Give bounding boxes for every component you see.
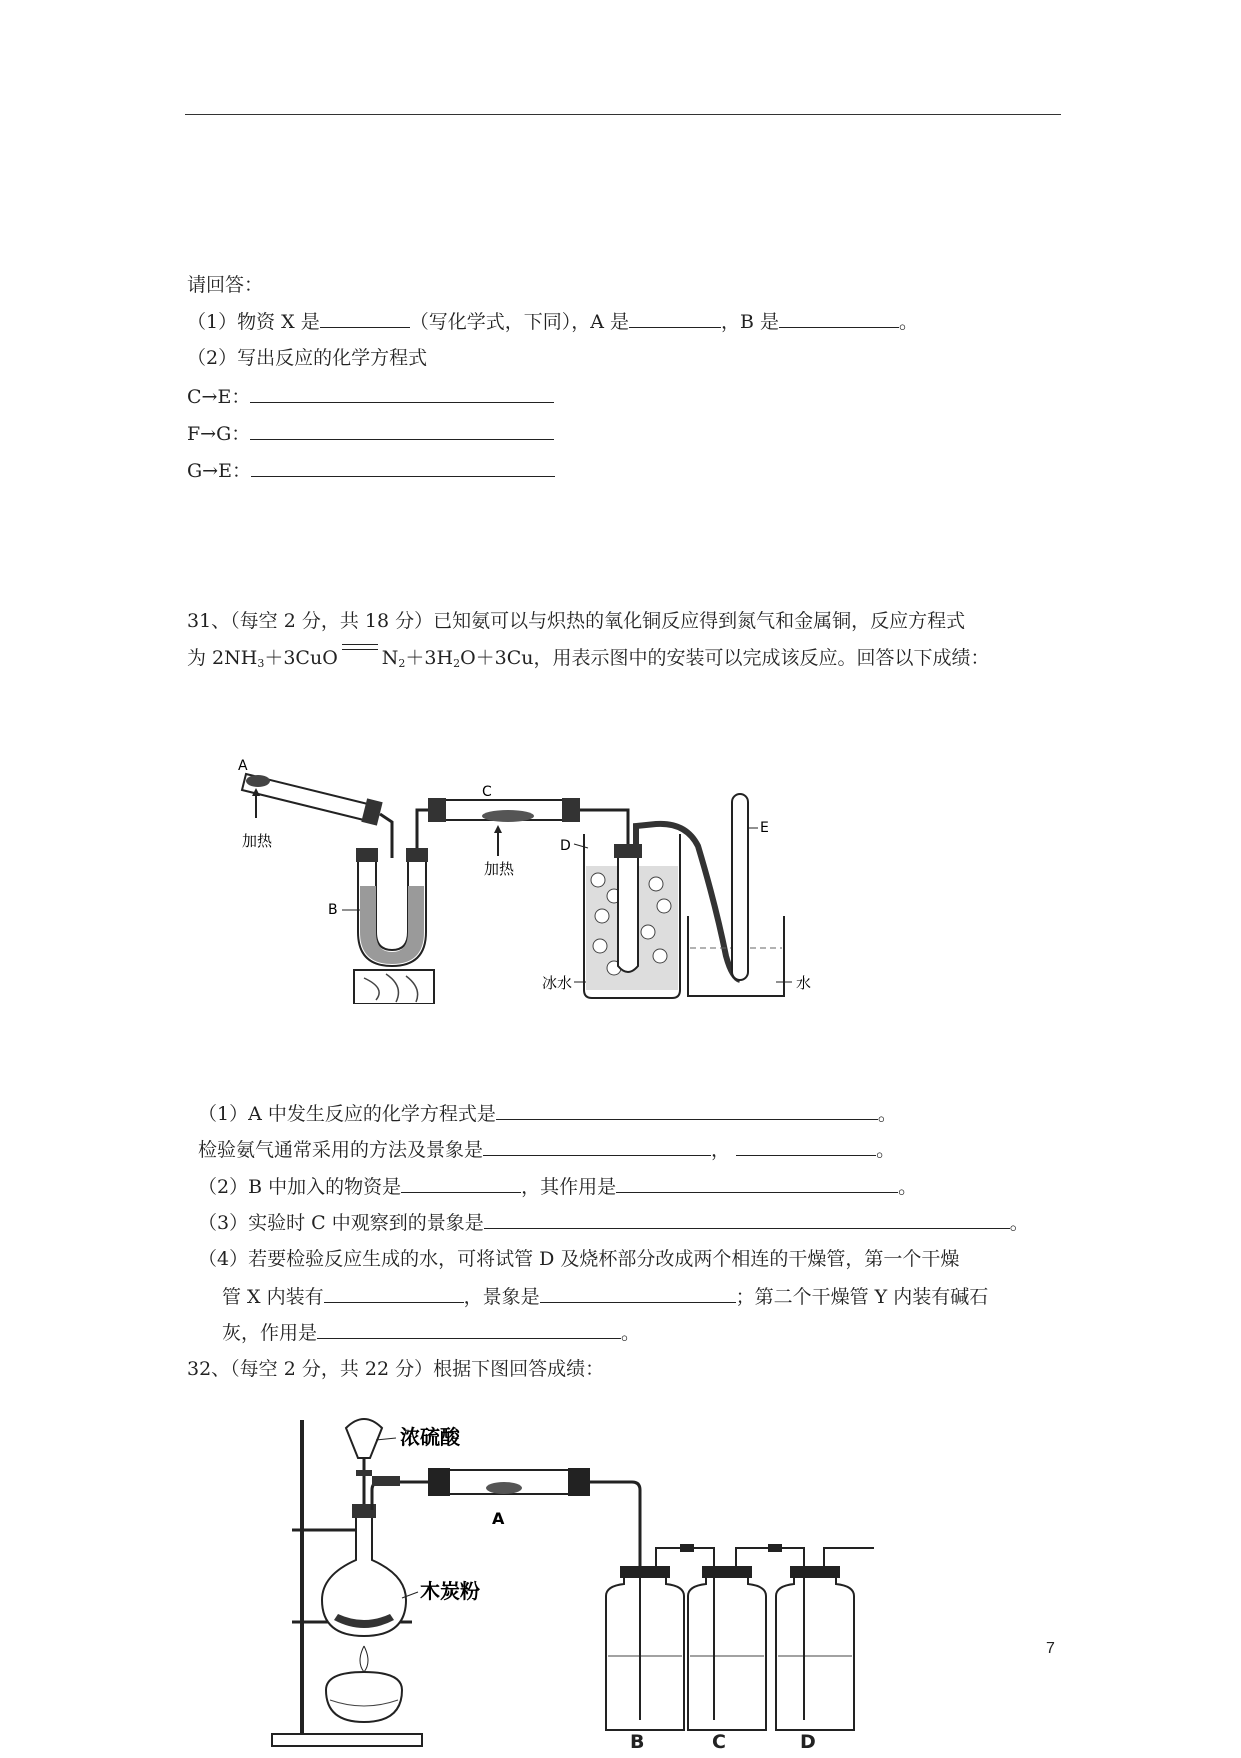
wood-block (354, 970, 434, 1004)
q31-sub3-text: （3）实验时 C 中观察到的景象是 (198, 1212, 484, 1234)
q31-sub1b-end: 。 (876, 1139, 896, 1161)
q31-sub1-text: （1）A 中发生反应的化学方程式是 (198, 1103, 496, 1125)
q31-sub4-3b: 。 (621, 1322, 641, 1344)
label-e: E (760, 820, 769, 836)
label-d: D (560, 838, 571, 854)
wash-bottle-d (768, 1544, 874, 1730)
label-heat-c: 加热 (484, 860, 515, 878)
q31-sub4-2a: 管 X 内装有 (222, 1286, 324, 1308)
q31-eq-sub: 2 (398, 657, 406, 670)
round-flask (322, 1504, 406, 1636)
q31-sub2-end: 。 (898, 1176, 918, 1198)
blank-q31-4-c[interactable] (317, 1320, 621, 1339)
label-water: 水 (796, 974, 812, 992)
label-acid: 浓硫酸 (400, 1425, 460, 1449)
combustion-tube-a (428, 1468, 590, 1496)
q32-line1: 32、（每空 2 分，共 22 分）根据下图回答成绩： (187, 1358, 605, 1380)
blank-q31-3[interactable] (484, 1210, 1010, 1229)
charcoal-acid-apparatus-figure (252, 1400, 992, 1754)
q31-eq-sub: 3 (257, 657, 265, 670)
q-prev-2: （2）写出反应的化学方程式 (187, 347, 428, 369)
q31-line1: 31、（每空 2 分，共 18 分）已知氨可以与炽热的氧化铜反应得到氮气和金属铜，反应方程式 (187, 610, 966, 632)
blank-eq-f-g[interactable] (250, 421, 554, 440)
alcohol-lamp (326, 1646, 402, 1722)
label-ice-water: 冰水 (542, 974, 573, 992)
blank-q31-1[interactable] (496, 1101, 878, 1120)
blank-eq-g-e[interactable] (251, 458, 555, 477)
q31-sub1b-text: 检验氨气通常采用的方法及景象是 (198, 1139, 484, 1161)
blank-eq-c-e[interactable] (250, 384, 554, 403)
label-a: A (492, 1509, 505, 1528)
equals-sign (338, 646, 382, 670)
q-prev-1-mid2: ，B 是 (720, 311, 779, 333)
q31-sub1 (198, 1101, 897, 1126)
label-c: C (482, 784, 492, 800)
label-bottle-d: D (800, 1731, 816, 1753)
q31-sub4-3a: 灰，作用是 (222, 1322, 318, 1344)
answer-prompt: 请回答： (187, 274, 264, 296)
q31-eq-part: 为 2NH (187, 647, 258, 669)
blank-q31-2-b[interactable] (616, 1174, 898, 1193)
blank-q31-2-a[interactable] (401, 1174, 521, 1193)
q31-sub2-mid: ，其作用是 (521, 1176, 617, 1198)
q31-sub1-end: 。 (877, 1103, 897, 1125)
label-b: B (328, 902, 338, 918)
ammonia-apparatus-figure (236, 756, 880, 1004)
wash-bottle-b (606, 1548, 692, 1730)
blank-a[interactable] (629, 309, 721, 328)
blank-b[interactable] (779, 309, 899, 328)
q31-eq-sub: 2 (453, 657, 461, 670)
label-charcoal: 木炭粉 (420, 1579, 480, 1603)
blank-q31-4-a[interactable] (324, 1284, 464, 1303)
u-tube-b (356, 848, 428, 966)
blank-q31-1b-a[interactable] (483, 1137, 711, 1156)
q31-sub3 (198, 1210, 1029, 1235)
label-a: A (238, 758, 248, 774)
q31-sub4-2c: ；第二个干燥管 Y 内装有碱石 (735, 1286, 989, 1308)
q31-sub4-line3 (222, 1320, 640, 1345)
q31-sub4-line2 (222, 1284, 988, 1309)
q31-sub4-2b: ，景象是 (463, 1286, 540, 1308)
q-prev-1-mid1: （写化学式，下同），A 是 (409, 311, 629, 333)
q31-eq-part: N (381, 647, 399, 669)
test-tube-a (242, 774, 383, 826)
label-bottle-b: B (630, 1731, 645, 1753)
q31-sub1b-sep: ， (711, 1139, 731, 1161)
header-rule (185, 114, 1061, 115)
collection-tube-e (732, 794, 748, 980)
test-tube-d (614, 844, 642, 972)
blank-q31-4-b[interactable] (540, 1284, 736, 1303)
wash-bottle-c (680, 1544, 780, 1730)
separatory-funnel (346, 1419, 382, 1510)
q31-sub4-line1: （4）若要检验反应生成的水，可将试管 D 及烧杯部分改成两个相连的干燥管，第一个干燥 (198, 1248, 960, 1270)
q31-sub2-text: （2）B 中加入的物资是 (198, 1176, 402, 1198)
page-number: 7 (1046, 1640, 1055, 1657)
blank-q31-1b-b[interactable] (736, 1137, 876, 1156)
q31-eq-part: O＋3Cu，用表示图中的安装可以完成该反应。回答以下成绩： (460, 647, 990, 669)
q-prev-1-label: （1）物资 X 是 (187, 311, 320, 333)
q31-sub3-end: 。 (1009, 1212, 1029, 1234)
eq-f-g (187, 421, 554, 446)
blank-x[interactable] (320, 309, 410, 328)
q31-line2 (187, 646, 990, 676)
eq-g-e (187, 458, 555, 483)
q-prev-1-end: 。 (898, 311, 918, 333)
q31-eq-part: ＋3CuO (264, 647, 338, 669)
q31-sub1b (198, 1137, 895, 1162)
q31-eq-part: ＋3H (405, 647, 454, 669)
label-heat-a: 加热 (242, 832, 273, 850)
eq-f-g-label: F→G： (187, 423, 251, 445)
q-prev-1 (187, 309, 918, 334)
q31-sub2 (198, 1174, 917, 1199)
eq-c-e (187, 384, 554, 409)
eq-c-e-label: C→E： (187, 386, 251, 408)
eq-g-e-label: G→E： (187, 460, 251, 482)
combustion-tube-c (428, 798, 580, 822)
label-bottle-c: C (712, 1731, 726, 1753)
